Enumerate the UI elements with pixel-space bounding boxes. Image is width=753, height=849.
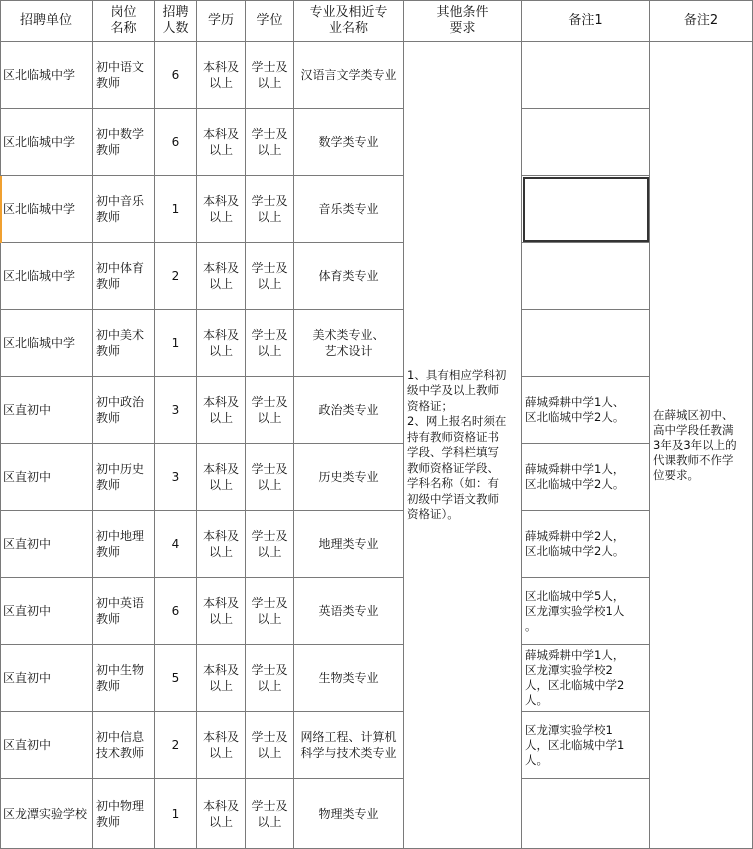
header-note2-text: 备注2 [683,12,719,28]
header-position-text: 岗位 名称 [110,4,137,36]
cell-education-text: 本科及 以上 [202,328,239,358]
cell-count[interactable] [155,109,197,176]
cell-note1-text: 薛城舜耕中学2人， 区北临城中学2人。 [525,529,625,558]
cell-degree-text: 学士及 以上 [251,194,288,224]
cell-education[interactable] [197,779,246,849]
cell-major-text: 数学类专业 [318,135,379,149]
cell-unit[interactable] [0,444,93,511]
header-major [294,0,404,42]
cell-note1[interactable] [522,511,650,578]
cell-unit[interactable] [0,511,93,578]
cell-position[interactable] [93,511,155,578]
cell-degree[interactable] [246,578,294,645]
cell-count[interactable] [155,243,197,310]
cell-degree-text: 学士及 以上 [251,328,288,358]
cell-education-text: 本科及 以上 [202,663,239,693]
cell-unit-text: 区北临城中学 [3,135,76,149]
cell-degree[interactable] [246,779,294,849]
cell-degree[interactable] [246,310,294,377]
cell-note1-text: 薛城舜耕中学1人， 区北临城中学2人。 [525,462,625,491]
cell-note1[interactable] [522,779,650,849]
header-position [93,0,155,42]
cell-education-text: 本科及 以上 [202,60,239,90]
cell-unit-text: 区直初中 [3,738,52,752]
cell-unit[interactable] [0,779,93,849]
cell-count[interactable] [155,511,197,578]
cell-degree[interactable] [246,712,294,779]
cell-position-text: 初中音乐 教师 [96,194,145,224]
cell-position[interactable] [93,377,155,444]
cell-education-text: 本科及 以上 [202,529,239,559]
cell-unit[interactable] [0,578,93,645]
cell-position-text: 初中数学 教师 [96,127,145,157]
cell-count-text: 5 [171,671,180,685]
cell-major[interactable] [294,176,404,243]
cell-education-text: 本科及 以上 [202,395,239,425]
cell-position-text: 初中信息 技术教师 [96,730,145,760]
table-left-border [0,0,1,849]
cell-unit-text: 区直初中 [3,470,52,484]
header-degree [246,0,294,42]
header-unit [0,0,93,42]
cell-count-text: 2 [171,269,180,283]
cell-count-text: 2 [171,738,180,752]
cell-education-text: 本科及 以上 [202,596,239,626]
cell-major-text: 体育类专业 [318,269,379,283]
cell-degree-text: 学士及 以上 [251,395,288,425]
header-major-text: 专业及相近专 业名称 [309,4,388,36]
cell-position-text: 初中英语 教师 [96,596,145,626]
cell-position-text: 初中生物 教师 [96,663,145,693]
cell-education[interactable] [197,109,246,176]
cell-major-text: 音乐类专业 [318,202,379,216]
cell-position-text: 初中政治 教师 [96,395,145,425]
cell-unit-text: 区北临城中学 [3,68,76,82]
cell-education[interactable] [197,712,246,779]
cell-note1-text: 区龙潭实验学校1 人，区北临城中学1 人。 [525,722,625,767]
cell-count[interactable] [155,779,197,849]
cell-major-text: 汉语言文学类专业 [300,68,397,82]
cell-major[interactable] [294,310,404,377]
cell-major[interactable] [294,578,404,645]
cell-degree-text: 学士及 以上 [251,60,288,90]
cell-unit-text: 区北临城中学 [3,202,76,216]
cell-degree[interactable] [246,645,294,712]
cell-note1[interactable] [522,109,650,176]
cell-degree[interactable] [246,109,294,176]
cell-degree-text: 学士及 以上 [251,462,288,492]
cell-unit-text: 区直初中 [3,403,52,417]
cell-education[interactable] [197,377,246,444]
cell-major[interactable] [294,109,404,176]
cell-unit-text: 区直初中 [3,537,52,551]
cell-degree-text: 学士及 以上 [251,798,288,829]
cell-unit[interactable] [0,377,93,444]
cell-count-text: 6 [171,135,180,149]
cell-position[interactable] [93,779,155,849]
cell-unit-text: 区北临城中学 [3,269,76,283]
cell-major[interactable] [294,444,404,511]
cell-degree-text: 学士及 以上 [251,261,288,291]
cell-major-text: 历史类专业 [318,470,379,484]
header-education [197,0,246,42]
cell-unit[interactable] [0,176,93,243]
cell-unit[interactable] [0,109,93,176]
cell-position[interactable] [93,42,155,109]
cell-degree-text: 学士及 以上 [251,663,288,693]
cell-major-text: 生物类专业 [318,671,379,685]
header-count [155,0,197,42]
cell-degree[interactable] [246,243,294,310]
cell-major-text: 美术类专业、 艺术设计 [312,328,385,358]
cell-education[interactable] [197,444,246,511]
cell-count-text: 1 [171,202,180,216]
cell-position[interactable] [93,310,155,377]
cell-position[interactable] [93,645,155,712]
cell-major-text: 英语类专业 [318,604,379,618]
cell-position-text: 初中体育 教师 [96,261,145,291]
cell-unit[interactable] [0,712,93,779]
header-note2 [650,0,753,42]
cell-major[interactable] [294,42,404,109]
cell-unit-text: 区直初中 [3,604,52,618]
cell-count-text: 4 [171,537,180,551]
cell-note1[interactable] [522,243,650,310]
cell-degree-text: 学士及 以上 [251,596,288,626]
cell-education[interactable] [197,578,246,645]
cell-position[interactable] [93,712,155,779]
cell-note1[interactable] [522,42,650,109]
cell-note2-merged-text: 在薛城区初中、 高中学段任教满 3年及3年以上的 代课教师不作学 位要求。 [653,407,737,482]
header-conditions [404,0,522,42]
cell-note1[interactable] [522,578,650,645]
cell-count-text: 3 [171,470,180,484]
cell-count[interactable] [155,377,197,444]
cell-major-text: 政治类专业 [318,403,379,417]
cell-major-text: 物理类专业 [318,806,379,821]
header-note1 [522,0,650,42]
cell-education[interactable] [197,176,246,243]
cell-unit[interactable] [0,310,93,377]
cell-count[interactable] [155,42,197,109]
cell-unit-text: 区直初中 [3,671,52,685]
cell-count-text: 1 [171,806,180,821]
cell-note1-text: 区北临城中学5人， 区龙潭实验学校1人 。 [525,588,625,633]
cell-note2-merged[interactable] [650,42,753,849]
cell-count-text: 1 [171,336,180,350]
cell-degree-text: 学士及 以上 [251,127,288,157]
cell-note1[interactable] [522,645,650,712]
cell-education-text: 本科及 以上 [202,798,239,829]
cell-education[interactable] [197,243,246,310]
cell-major-text: 地理类专业 [318,537,379,551]
cell-note1[interactable] [522,310,650,377]
cell-note1[interactable] [522,712,650,779]
cell-note1[interactable] [522,444,650,511]
cell-count[interactable] [155,176,197,243]
header-conditions-text: 其他条件 要求 [436,4,489,36]
header-education-text: 学历 [207,12,234,28]
cell-count-text: 3 [171,403,180,417]
cell-note1-text: 薛城舜耕中学1人， 区龙潭实验学校2 人，区北临城中学2 人。 [525,648,625,707]
cell-degree[interactable] [246,444,294,511]
cell-unit[interactable] [0,42,93,109]
cell-position-text: 初中美术 教师 [96,328,145,358]
cell-note1[interactable] [522,176,650,243]
cell-position[interactable] [93,243,155,310]
cell-count[interactable] [155,444,197,511]
cell-unit[interactable] [0,243,93,310]
cell-count-text: 6 [171,604,180,618]
cell-position[interactable] [93,176,155,243]
cell-education[interactable] [197,42,246,109]
header-count-text: 招聘 人数 [162,4,189,36]
cell-count[interactable] [155,712,197,779]
cell-count[interactable] [155,645,197,712]
header-unit-text: 招聘单位 [19,12,72,28]
cell-unit[interactable] [0,645,93,712]
cell-degree[interactable] [246,377,294,444]
cell-position[interactable] [93,578,155,645]
cell-education-text: 本科及 以上 [202,730,239,760]
cell-education-text: 本科及 以上 [202,127,239,157]
cell-position[interactable] [93,444,155,511]
cell-degree-text: 学士及 以上 [251,730,288,760]
cell-major[interactable] [294,645,404,712]
cell-count[interactable] [155,578,197,645]
cell-position-text: 初中地理 教师 [96,529,145,559]
cell-major[interactable] [294,511,404,578]
cell-education[interactable] [197,511,246,578]
cell-major[interactable] [294,712,404,779]
cell-position-text: 初中语文 教师 [96,60,145,90]
cell-education-text: 本科及 以上 [202,462,239,492]
cell-unit-text: 区龙潭实验学校 [3,806,88,821]
cell-degree[interactable] [246,176,294,243]
cell-major[interactable] [294,243,404,310]
cell-education[interactable] [197,645,246,712]
active-row-marker [0,176,2,243]
cell-education-text: 本科及 以上 [202,261,239,291]
cell-unit-text: 区北临城中学 [3,336,76,350]
cell-position[interactable] [93,109,155,176]
cell-major-text: 网络工程、计算机 科学与技术类专业 [300,730,397,760]
header-note1-text: 备注1 [568,12,603,28]
cell-count[interactable] [155,310,197,377]
cell-conditions-merged[interactable] [404,42,522,849]
cell-degree-text: 学士及 以上 [251,529,288,559]
cell-education[interactable] [197,310,246,377]
cell-major[interactable] [294,377,404,444]
cell-position-text: 初中物理 教师 [96,798,145,829]
cell-note1[interactable] [522,377,650,444]
cell-conditions-merged-text: 1、具有相应学科初 级中学及以上教师 资格证； 2、网上报名时须在 持有教师资格证书 学段、学科栏填写 教师资格证学段、 学科名称（如：有 初级中学语文教师 资格证）。 [407,367,507,521]
cell-degree[interactable] [246,42,294,109]
header-degree-text: 学位 [256,12,283,28]
table-top-border [0,0,753,1]
cell-major[interactable] [294,779,404,849]
cell-education-text: 本科及 以上 [202,194,239,224]
cell-count-text: 6 [171,68,180,82]
cell-degree[interactable] [246,511,294,578]
cell-position-text: 初中历史 教师 [96,462,145,492]
cell-note1-text: 薛城舜耕中学1人、 区北临城中学2人。 [525,395,625,424]
